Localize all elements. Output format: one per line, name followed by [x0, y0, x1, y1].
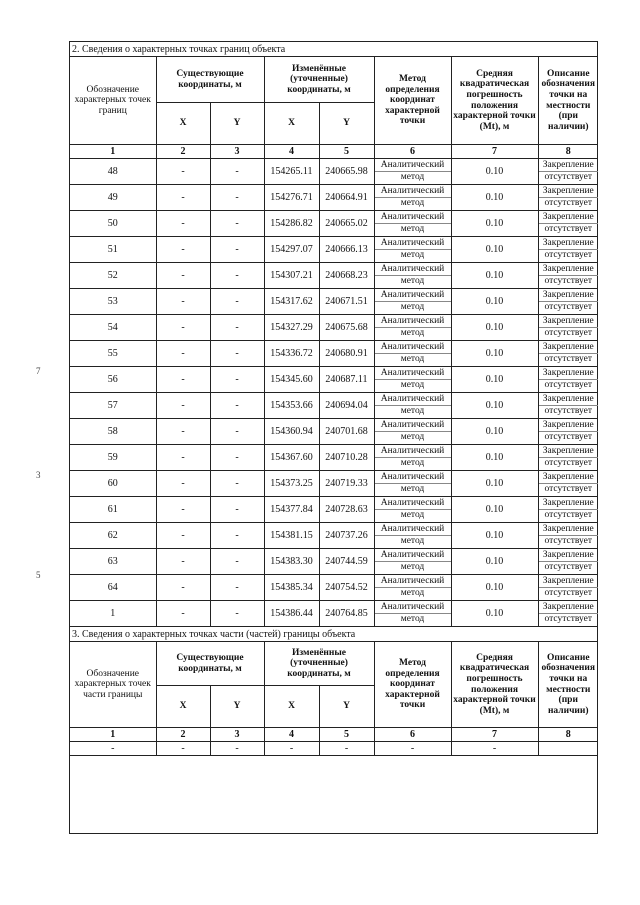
x-coord-cell: 154385.34 [264, 575, 319, 601]
accuracy-header: Средняя квадратическая погрешность положения характерной точки (Mt), м [451, 57, 538, 145]
accuracy-cell: 0.10 [451, 445, 538, 471]
s3-existing-y-header: Y [210, 686, 264, 728]
description-text: отсутствует [544, 614, 593, 624]
s3-existing-coords-header: Существующие координаты, м [156, 642, 264, 686]
description-text: отсутствует [544, 458, 593, 468]
accuracy-cell: 0.10 [451, 549, 538, 575]
x-coord-cell: 154345.60 [264, 367, 319, 393]
margin-mark: 5 [36, 570, 41, 580]
description-cell [538, 367, 598, 393]
col-point-header: Обозначение характерных точек границ [70, 57, 156, 145]
description-text: отсутствует [544, 328, 593, 338]
s3-empty-cell: - [319, 742, 374, 756]
existing-x-cell: - [156, 263, 210, 289]
description-text: отсутствует [544, 406, 593, 416]
y-coord-cell: 240668.23 [319, 263, 374, 289]
method-cell [374, 549, 451, 575]
point-cell: 48 [70, 159, 156, 185]
s3-method-header: Метод определения координат характерной точки [374, 642, 451, 728]
description-text: Закрепление [539, 394, 599, 406]
description-text: отсутствует [544, 250, 593, 260]
existing-y-cell: - [210, 471, 264, 497]
col-number: 3 [210, 145, 264, 159]
method-text: метод [400, 380, 425, 390]
description-cell [538, 341, 598, 367]
method-cell [374, 419, 451, 445]
accuracy-cell: 0.10 [451, 159, 538, 185]
existing-x-cell: - [156, 159, 210, 185]
point-cell: 49 [70, 185, 156, 211]
y-coord-cell: 240744.59 [319, 549, 374, 575]
method-cell [374, 315, 451, 341]
point-cell: 59 [70, 445, 156, 471]
method-header: Метод определения координат характерной точки [374, 57, 451, 145]
method-text: Аналитический [375, 394, 451, 406]
existing-x-cell: - [156, 315, 210, 341]
table-row [70, 315, 598, 341]
x-coord-cell: 154367.60 [264, 445, 319, 471]
description-text: отсутствует [544, 224, 593, 234]
description-text: Закрепление [539, 576, 599, 588]
s3-empty-cell: - [264, 742, 319, 756]
existing-y-cell: - [210, 601, 264, 627]
method-text: Аналитический [375, 550, 451, 562]
s3-accuracy-header: Средняя квадратическая погрешность положения характерной точки (Mt), м [451, 642, 538, 728]
accuracy-cell: 0.10 [451, 601, 538, 627]
description-cell [538, 419, 598, 445]
section2-table [70, 42, 598, 627]
point-cell: 60 [70, 471, 156, 497]
point-cell: 55 [70, 341, 156, 367]
existing-y-cell: - [210, 315, 264, 341]
col-number: 7 [451, 145, 538, 159]
existing-x-cell: - [156, 497, 210, 523]
col-number: 1 [70, 728, 156, 742]
accuracy-cell: 0.10 [451, 237, 538, 263]
x-coord-cell: 154336.72 [264, 341, 319, 367]
table-row [70, 211, 598, 237]
description-text: отсутствует [544, 536, 593, 546]
method-cell [374, 523, 451, 549]
existing-x-cell: - [156, 601, 210, 627]
method-text: Аналитический [375, 576, 451, 588]
x-coord-cell: 154327.29 [264, 315, 319, 341]
table-row [70, 419, 598, 445]
existing-x-cell: - [156, 211, 210, 237]
table-row [70, 471, 598, 497]
description-cell [538, 523, 598, 549]
description-cell [538, 549, 598, 575]
accuracy-cell: 0.10 [451, 575, 538, 601]
existing-coords-header: Существующие координаты, м [156, 57, 264, 103]
existing-x-cell: - [156, 237, 210, 263]
method-text: Аналитический [375, 472, 451, 484]
accuracy-cell: 0.10 [451, 185, 538, 211]
s3-empty-cell: - [451, 742, 538, 756]
description-text: Закрепление [539, 472, 599, 484]
s3-changed-coords-header: Изменённые (уточненные) координаты, м [264, 642, 374, 686]
method-text: метод [400, 172, 425, 182]
existing-x-cell: - [156, 575, 210, 601]
existing-y-cell: - [210, 367, 264, 393]
method-text: Аналитический [375, 212, 451, 224]
s3-empty-cell: - [210, 742, 264, 756]
existing-x-cell: - [156, 445, 210, 471]
description-text: Закрепление [539, 342, 599, 354]
description-header: Описание обозначения точки на местности (при наличии) [538, 57, 598, 145]
col-number: 4 [264, 728, 319, 742]
x-coord-cell: 154307.21 [264, 263, 319, 289]
table-row [70, 575, 598, 601]
table-row [70, 601, 598, 627]
x-coord-cell: 154297.07 [264, 237, 319, 263]
s3-empty-cell: - [156, 742, 210, 756]
method-cell [374, 445, 451, 471]
method-text: метод [400, 510, 425, 520]
col-number: 8 [538, 728, 598, 742]
col-number: 5 [319, 145, 374, 159]
y-coord-cell: 240675.68 [319, 315, 374, 341]
existing-x-header: X [156, 103, 210, 145]
column-numbers-row [70, 145, 598, 159]
accuracy-cell: 0.10 [451, 471, 538, 497]
existing-y-cell: - [210, 211, 264, 237]
s3-empty-cell: - [70, 742, 156, 756]
description-text: Закрепление [539, 550, 599, 562]
document-page [69, 41, 598, 834]
s3-empty-cell: - [374, 742, 451, 756]
method-text: метод [400, 614, 425, 624]
y-coord-cell: 240666.13 [319, 237, 374, 263]
method-text: Аналитический [375, 342, 451, 354]
y-coord-cell: 240754.52 [319, 575, 374, 601]
method-text: Аналитический [375, 238, 451, 250]
description-text: Закрепление [539, 290, 599, 302]
description-text: Закрепление [539, 238, 599, 250]
method-text: Аналитический [375, 524, 451, 536]
y-coord-cell: 240764.85 [319, 601, 374, 627]
x-coord-cell: 154373.25 [264, 471, 319, 497]
description-cell [538, 185, 598, 211]
description-text: отсутствует [544, 588, 593, 598]
method-text: метод [400, 432, 425, 442]
method-text: Аналитический [375, 186, 451, 198]
description-cell [538, 211, 598, 237]
description-cell [538, 497, 598, 523]
x-coord-cell: 154317.62 [264, 289, 319, 315]
col-number: 6 [374, 145, 451, 159]
method-cell [374, 289, 451, 315]
accuracy-cell: 0.10 [451, 497, 538, 523]
description-text: отсутствует [544, 172, 593, 182]
section2-title: 2. Сведения о характерных точках границ объекта [70, 42, 598, 57]
existing-x-cell: - [156, 185, 210, 211]
description-text: Закрепление [539, 264, 599, 276]
x-coord-cell: 154286.82 [264, 211, 319, 237]
section3-table [70, 627, 598, 756]
point-cell: 61 [70, 497, 156, 523]
existing-y-cell: - [210, 263, 264, 289]
accuracy-cell: 0.10 [451, 263, 538, 289]
x-coord-cell: 154276.71 [264, 185, 319, 211]
accuracy-cell: 0.10 [451, 341, 538, 367]
method-cell [374, 367, 451, 393]
method-text: метод [400, 250, 425, 260]
x-coord-cell: 154386.44 [264, 601, 319, 627]
method-text: Аналитический [375, 420, 451, 432]
col-number: 4 [264, 145, 319, 159]
method-text: метод [400, 484, 425, 494]
table-row [70, 497, 598, 523]
existing-x-cell: - [156, 393, 210, 419]
margin-mark: 7 [36, 366, 41, 376]
description-text: отсутствует [544, 380, 593, 390]
table-row [70, 289, 598, 315]
description-text: отсутствует [544, 510, 593, 520]
col-number: 3 [210, 728, 264, 742]
point-cell: 51 [70, 237, 156, 263]
method-text: метод [400, 536, 425, 546]
method-text: Аналитический [375, 264, 451, 276]
point-cell: 62 [70, 523, 156, 549]
description-text: отсутствует [544, 276, 593, 286]
point-cell: 56 [70, 367, 156, 393]
s3-description-header: Описание обозначения точки на местности (при наличии) [538, 642, 598, 728]
method-text: метод [400, 224, 425, 234]
y-coord-cell: 240680.91 [319, 341, 374, 367]
y-coord-cell: 240728.63 [319, 497, 374, 523]
description-cell [538, 445, 598, 471]
method-cell [374, 211, 451, 237]
table-row [70, 263, 598, 289]
changed-y-header: Y [319, 103, 374, 145]
description-text: отсутствует [544, 432, 593, 442]
table-row [70, 367, 598, 393]
col-number: 6 [374, 728, 451, 742]
changed-x-header: X [264, 103, 319, 145]
description-cell [538, 289, 598, 315]
col-number: 1 [70, 145, 156, 159]
col-number: 7 [451, 728, 538, 742]
method-text: метод [400, 276, 425, 286]
description-text: Закрепление [539, 498, 599, 510]
s3-changed-x-header: X [264, 686, 319, 728]
changed-coords-header: Изменённые (уточненные) координаты, м [264, 57, 374, 103]
existing-y-cell: - [210, 419, 264, 445]
method-text: Аналитический [375, 446, 451, 458]
description-text: отсутствует [544, 484, 593, 494]
description-cell [538, 315, 598, 341]
x-coord-cell: 154377.84 [264, 497, 319, 523]
s3-empty-cell [538, 742, 598, 756]
method-text: метод [400, 458, 425, 468]
existing-y-cell: - [210, 497, 264, 523]
accuracy-cell: 0.10 [451, 393, 538, 419]
x-coord-cell: 154265.11 [264, 159, 319, 185]
point-cell: 52 [70, 263, 156, 289]
accuracy-cell: 0.10 [451, 315, 538, 341]
description-text: Закрепление [539, 420, 599, 432]
table-row [70, 185, 598, 211]
point-cell: 54 [70, 315, 156, 341]
accuracy-cell: 0.10 [451, 419, 538, 445]
table-row [70, 445, 598, 471]
method-text: Аналитический [375, 160, 451, 172]
x-coord-cell: 154353.66 [264, 393, 319, 419]
existing-y-cell: - [210, 185, 264, 211]
description-text: Закрепление [539, 212, 599, 224]
existing-x-cell: - [156, 549, 210, 575]
method-cell [374, 575, 451, 601]
description-text: Закрепление [539, 602, 599, 614]
method-text: метод [400, 328, 425, 338]
description-text: Закрепление [539, 524, 599, 536]
description-text: Закрепление [539, 160, 599, 172]
y-coord-cell: 240664.91 [319, 185, 374, 211]
point-cell: 50 [70, 211, 156, 237]
point-cell: 63 [70, 549, 156, 575]
existing-y-cell: - [210, 549, 264, 575]
method-cell [374, 341, 451, 367]
col-number: 2 [156, 728, 210, 742]
point-cell: 53 [70, 289, 156, 315]
margin-mark: 3 [36, 470, 41, 480]
description-cell [538, 159, 598, 185]
method-cell [374, 185, 451, 211]
description-text: отсутствует [544, 302, 593, 312]
method-text: метод [400, 302, 425, 312]
y-coord-cell: 240701.68 [319, 419, 374, 445]
description-cell [538, 393, 598, 419]
x-coord-cell: 154360.94 [264, 419, 319, 445]
s3-existing-x-header: X [156, 686, 210, 728]
section3-title: 3. Сведения о характерных точках части (частей) границы объекта [70, 627, 598, 642]
method-text: метод [400, 354, 425, 364]
existing-y-cell: - [210, 523, 264, 549]
accuracy-cell: 0.10 [451, 523, 538, 549]
method-cell [374, 497, 451, 523]
description-text: Закрепление [539, 186, 599, 198]
method-text: Аналитический [375, 316, 451, 328]
existing-x-cell: - [156, 289, 210, 315]
method-text: Аналитический [375, 368, 451, 380]
existing-y-cell: - [210, 289, 264, 315]
accuracy-cell: 0.10 [451, 289, 538, 315]
existing-y-header: Y [210, 103, 264, 145]
y-coord-cell: 240710.28 [319, 445, 374, 471]
x-coord-cell: 154383.30 [264, 549, 319, 575]
point-cell: 1 [70, 601, 156, 627]
s3-empty-row [70, 742, 598, 756]
method-cell [374, 393, 451, 419]
y-coord-cell: 240665.02 [319, 211, 374, 237]
description-text: Закрепление [539, 446, 599, 458]
method-cell [374, 159, 451, 185]
s3-col-point-header: Обозначение характерных точек части границы [70, 642, 156, 728]
point-cell: 58 [70, 419, 156, 445]
s3-column-numbers-row [70, 728, 598, 742]
existing-y-cell: - [210, 393, 264, 419]
method-text: Аналитический [375, 602, 451, 614]
y-coord-cell: 240687.11 [319, 367, 374, 393]
method-text: метод [400, 406, 425, 416]
method-text: метод [400, 198, 425, 208]
description-cell [538, 237, 598, 263]
s3-changed-y-header: Y [319, 686, 374, 728]
existing-x-cell: - [156, 419, 210, 445]
point-cell: 64 [70, 575, 156, 601]
description-cell [538, 601, 598, 627]
col-number: 8 [538, 145, 598, 159]
existing-y-cell: - [210, 237, 264, 263]
table-row [70, 159, 598, 185]
method-text: Аналитический [375, 498, 451, 510]
table-row [70, 549, 598, 575]
method-cell [374, 263, 451, 289]
table-row [70, 393, 598, 419]
existing-x-cell: - [156, 367, 210, 393]
description-text: отсутствует [544, 354, 593, 364]
existing-x-cell: - [156, 523, 210, 549]
point-cell: 57 [70, 393, 156, 419]
existing-y-cell: - [210, 445, 264, 471]
existing-x-cell: - [156, 471, 210, 497]
accuracy-cell: 0.10 [451, 211, 538, 237]
description-text: Закрепление [539, 368, 599, 380]
existing-x-cell: - [156, 341, 210, 367]
col-number: 2 [156, 145, 210, 159]
y-coord-cell: 240665.98 [319, 159, 374, 185]
method-text: метод [400, 562, 425, 572]
table-row [70, 341, 598, 367]
description-cell [538, 263, 598, 289]
y-coord-cell: 240719.33 [319, 471, 374, 497]
col-number: 5 [319, 728, 374, 742]
description-text: отсутствует [544, 562, 593, 572]
existing-y-cell: - [210, 341, 264, 367]
method-text: метод [400, 588, 425, 598]
y-coord-cell: 240694.04 [319, 393, 374, 419]
existing-y-cell: - [210, 575, 264, 601]
method-cell [374, 471, 451, 497]
y-coord-cell: 240671.51 [319, 289, 374, 315]
description-text: отсутствует [544, 198, 593, 208]
description-text: Закрепление [539, 316, 599, 328]
method-text: Аналитический [375, 290, 451, 302]
existing-y-cell: - [210, 159, 264, 185]
table-row [70, 237, 598, 263]
method-cell [374, 601, 451, 627]
method-cell [374, 237, 451, 263]
accuracy-cell: 0.10 [451, 367, 538, 393]
x-coord-cell: 154381.15 [264, 523, 319, 549]
y-coord-cell: 240737.26 [319, 523, 374, 549]
description-cell [538, 471, 598, 497]
table-row [70, 523, 598, 549]
description-cell [538, 575, 598, 601]
